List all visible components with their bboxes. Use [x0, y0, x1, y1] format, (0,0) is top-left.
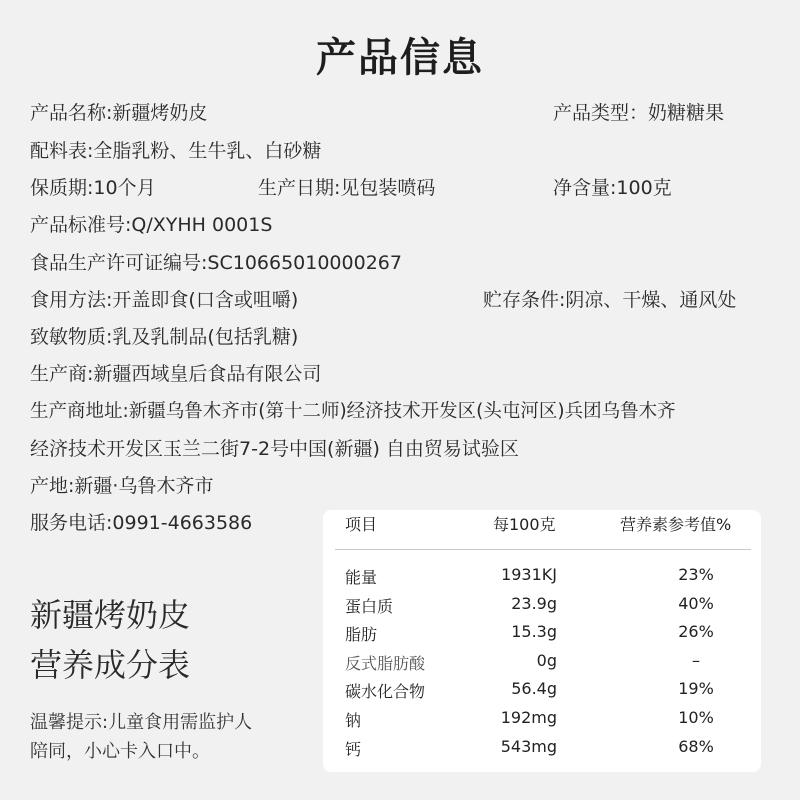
product-type: 产品类型：奶糖糖果	[553, 102, 725, 124]
warning-tip-line2: 陪同，小心卡入口中。	[30, 741, 210, 762]
nutrient-nrv: 68%	[678, 737, 714, 756]
service-phone: 服务电话:0991-4663586	[30, 512, 253, 534]
column-header-nrv: 营养素参考值%	[620, 515, 732, 534]
nutrient-nrv: –	[692, 651, 700, 670]
usage-method: 食用方法:开盖即食(口含或咀嚼)	[30, 289, 299, 311]
production-license: 食品生产许可证编号:SC10665010000267	[30, 252, 402, 274]
storage-conditions: 贮存条件:阴凉、干燥、通风处	[483, 289, 737, 311]
nutrient-per-100g: 1931KJ	[501, 565, 557, 584]
ingredients: 配料表:全脂乳粉、生牛乳、白砂糖	[30, 140, 322, 162]
nutrient-per-100g: 192mg	[500, 708, 557, 727]
nutrient-name: 碳水化合物	[345, 682, 426, 701]
nutrient-name: 蛋白质	[345, 597, 394, 616]
nutrient-name: 钙	[345, 740, 362, 759]
warning-tip-line1: 温馨提示:儿童食用需监护人	[30, 712, 253, 733]
nutrient-nrv: 40%	[678, 594, 714, 613]
nutrition-heading-label: 营养成分表	[30, 646, 191, 684]
nutrient-per-100g: 543mg	[500, 737, 557, 756]
nutrient-nrv: 26%	[678, 622, 714, 641]
nutrient-per-100g: 15.3g	[511, 622, 557, 641]
manufacturer: 生产商:新疆西域皇后食品有限公司	[30, 363, 322, 385]
product-name: 产品名称:新疆烤奶皮	[30, 102, 208, 124]
shelf-life: 保质期:10个月	[30, 177, 156, 199]
column-header-per-100g: 每100克	[493, 515, 556, 534]
nutrient-name: 反式脂肪酸	[345, 654, 426, 673]
nutrient-name: 能量	[345, 568, 378, 587]
column-header-item: 项目	[345, 515, 378, 534]
page-title: 产品信息	[316, 35, 484, 81]
nutrient-name: 钠	[345, 711, 362, 730]
origin: 产地:新疆·乌鲁木齐市	[30, 475, 214, 497]
nutrient-name: 脂肪	[345, 625, 378, 644]
nutrition-heading-product: 新疆烤奶皮	[30, 596, 191, 634]
manufacturer-address-line1: 生产商地址:新疆乌鲁木齐市(第十二师)经济技术开发区(头屯河区)兵团乌鲁木齐	[30, 401, 676, 422]
nutrient-per-100g: 0g	[536, 651, 557, 670]
nutrient-nrv: 23%	[678, 565, 714, 584]
nutrient-nrv: 10%	[678, 708, 714, 727]
nutrient-per-100g: 56.4g	[511, 679, 557, 698]
production-date: 生产日期:见包装喷码	[258, 177, 436, 199]
nutrient-per-100g: 23.9g	[511, 594, 557, 613]
allergens: 致敏物质:乳及乳制品(包括乳糖)	[30, 326, 299, 348]
table-divider	[335, 549, 751, 550]
net-content: 净含量:100克	[553, 177, 672, 199]
nutrient-nrv: 19%	[678, 679, 714, 698]
manufacturer-address-line2: 经济技术开发区玉兰二街7-2号中国(新疆) 自由贸易试验区	[30, 438, 519, 460]
standard-number: 产品标准号:Q/XYHH 0001S	[30, 214, 273, 236]
